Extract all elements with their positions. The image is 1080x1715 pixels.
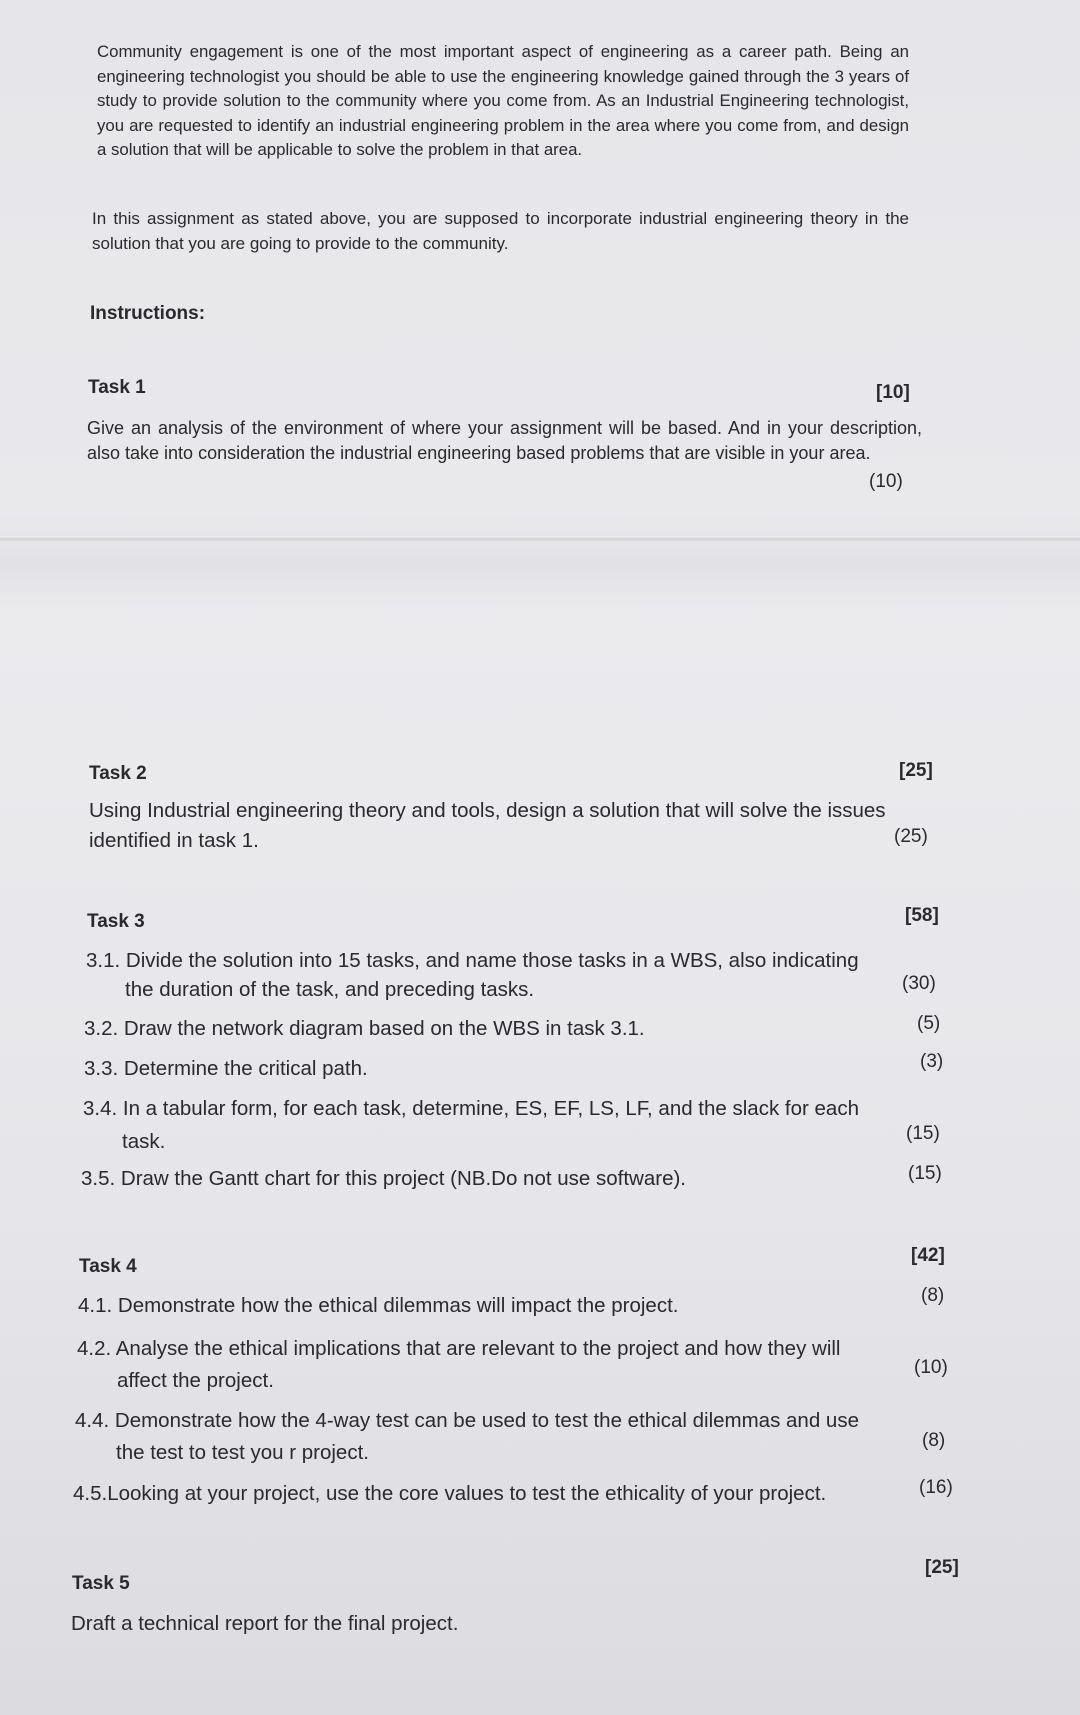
task4-item5: 4.5.Looking at your project, use the core values to test the ethicality of your project. (73, 1482, 827, 1505)
task3-item2: 3.2. Draw the network diagram based on the WBS in task 3.1. (84, 1017, 645, 1040)
task2-line2: identified in task 1. (89, 829, 259, 852)
task3-item1-marks: (30) (902, 973, 936, 994)
task3-item4-line2: task. (122, 1130, 166, 1153)
task4-item4-line2: the test to test you r project. (116, 1441, 369, 1464)
task2-title: Task 2 (89, 763, 147, 784)
task1-title: Task 1 (88, 377, 146, 398)
paper-fold (0, 536, 1080, 542)
task2-total: [25] (899, 760, 933, 781)
task3-item4-line1: 3.4. In a tabular form, for each task, determine, ES, EF, LS, LF, and the slack for each (83, 1097, 859, 1120)
task1-text: Give an analysis of the environment of where your assignment will be based. And in your description, also take into consideration the industrial engineering based problems that are visible in your area. (87, 418, 922, 463)
task3-item3: 3.3. Determine the critical path. (84, 1057, 368, 1080)
task3-item5: 3.5. Draw the Gantt chart for this project (NB.Do not use software). (81, 1167, 687, 1190)
task3-item3-marks: (3) (920, 1051, 944, 1072)
task4-item2-line1: 4.2. Analyse the ethical implications that are relevant to the project and how they will (77, 1337, 841, 1360)
task4-item2-marks: (10) (914, 1357, 948, 1378)
task5-total: [25] (925, 1557, 959, 1578)
task1-marks: (10) (869, 471, 903, 492)
intro-paragraph-2: In this assignment as stated above, you are supposed to incorporate industrial engineering theory in the solution that you are going to provide to the community. (92, 209, 909, 253)
task3-item5-marks: (15) (908, 1163, 942, 1184)
task3-item1-line1: 3.1. Divide the solution into 15 tasks, and name those tasks in a WBS, also indicating (86, 949, 859, 972)
task4-item2-line2: affect the project. (117, 1369, 274, 1392)
task2-marks: (25) (894, 826, 928, 847)
task4-item4-line1: 4.4. Demonstrate how the 4-way test can be used to test the ethical dilemmas and use (75, 1409, 859, 1432)
task5-title: Task 5 (72, 1573, 130, 1594)
intro-paragraph-1: Community engagement is one of the most important aspect of engineering as a career path. Being an engineering technologist you should be able to use the engineering knowledge gained through the 3 years of study to provide solution to the community where you come from. As an Industrial Engineering technologist, you are requested to identify an industrial engineering problem in the area where you come from, and design a solution that will be applicable to solve the problem in that area. (97, 42, 909, 159)
task2-line1: Using Industrial engineering theory and tools, design a solution that will solve the issues (89, 799, 886, 822)
task4-item5-marks: (16) (919, 1477, 953, 1498)
task4-total: [42] (911, 1245, 945, 1266)
task5-text: Draft a technical report for the final project. (71, 1612, 459, 1635)
task4-item4-marks: (8) (922, 1430, 946, 1451)
task4-item1: 4.1. Demonstrate how the ethical dilemmas will impact the project. (78, 1294, 679, 1317)
task4-title: Task 4 (79, 1256, 137, 1277)
task3-total: [58] (905, 905, 939, 926)
task4-item1-marks: (8) (921, 1285, 945, 1306)
task3-title: Task 3 (87, 911, 145, 932)
task3-item4-marks: (15) (906, 1123, 940, 1144)
task3-item2-marks: (5) (917, 1013, 941, 1034)
task3-item1-line2: the duration of the task, and preceding tasks. (125, 978, 535, 1001)
instructions-heading: Instructions: (90, 303, 206, 324)
task1-total: [10] (876, 382, 910, 403)
